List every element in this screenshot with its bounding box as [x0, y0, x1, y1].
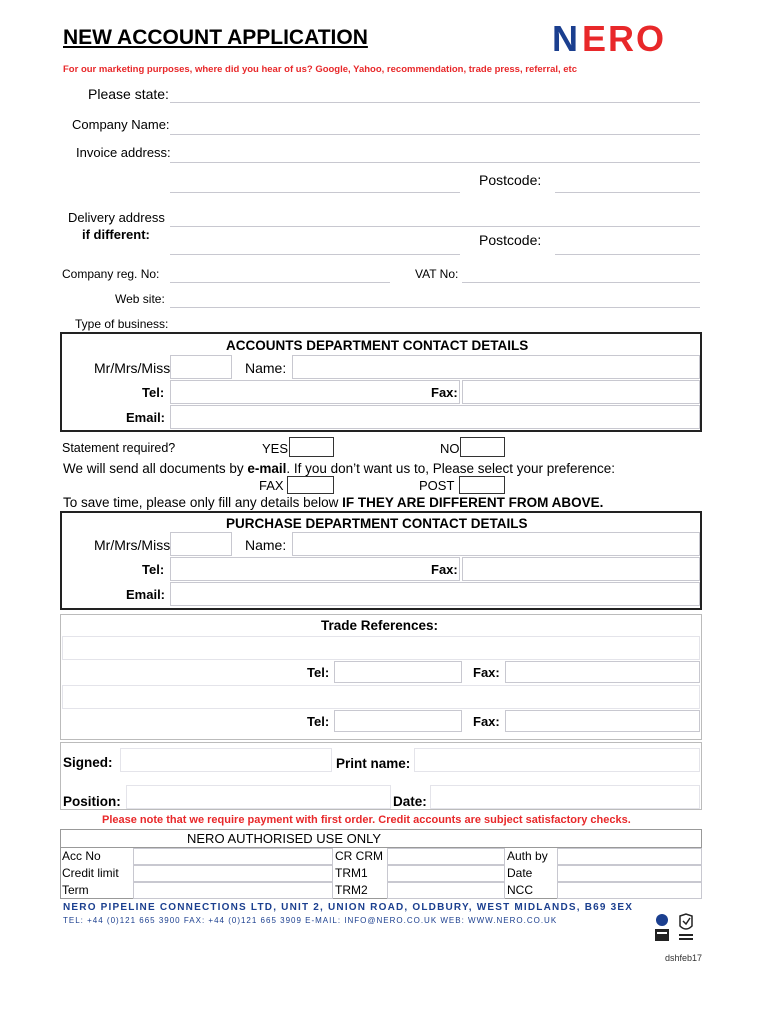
office-trm1-input[interactable]: [387, 865, 505, 882]
fax-preference-label: FAX: [259, 478, 284, 493]
svg-text:ERO: ERO: [582, 18, 667, 58]
delivery-postcode-label: Postcode:: [479, 232, 542, 248]
purchase-fax-label: Fax:: [431, 562, 458, 577]
company-reg-input[interactable]: [170, 264, 390, 283]
position-input[interactable]: [126, 785, 391, 809]
office-date-input[interactable]: [557, 865, 702, 882]
email-note-bold: e-mail: [247, 461, 287, 476]
email-note-post: . If you don’t want us to, Please select your preference:: [286, 461, 616, 476]
trade-ref-2-fax-label: Fax:: [473, 714, 500, 729]
if-different-label: if different:: [82, 227, 150, 242]
office-ncc: NCC: [507, 883, 533, 897]
accounts-heading: ACCOUNTS DEPARTMENT CONTACT DETAILS: [226, 338, 529, 353]
office-acc-no-input[interactable]: [133, 848, 333, 865]
trade-ref-1-tel-label: Tel:: [307, 665, 330, 680]
office-acc-no: Acc No: [62, 849, 101, 863]
print-name-input[interactable]: [414, 748, 700, 772]
statement-no-label: NO: [440, 441, 460, 456]
trade-ref-1-input[interactable]: [62, 636, 700, 660]
office-credit-limit: Credit limit: [62, 866, 119, 880]
invoice-address-line1[interactable]: [170, 140, 700, 163]
office-trm1: TRM1: [335, 866, 368, 880]
accounts-tel-label: Tel:: [142, 385, 165, 400]
accounts-tel-input[interactable]: [170, 380, 460, 404]
save-time-pre: To save time, please only fill any details below: [63, 495, 343, 510]
trade-ref-1-tel-input[interactable]: [334, 661, 462, 683]
email-preference-note: [63, 461, 615, 476]
print-name-label: Print name:: [336, 756, 411, 771]
web-site-label: Web site:: [115, 292, 165, 306]
accounts-email-input[interactable]: [170, 405, 700, 429]
footer-contact-line: TEL: +44 (0)121 665 3900 FAX: +44 (0)121 665 3909 E-MAIL: INFO@NERO.CO.UK WEB: WWW.NERO.CO.UK: [63, 916, 558, 925]
accounts-fax-label: Fax:: [431, 385, 458, 400]
accounts-email-label: Email:: [126, 410, 166, 425]
signed-label: Signed:: [63, 755, 113, 770]
office-auth-by-input[interactable]: [557, 848, 702, 865]
purchase-email-label: Email:: [126, 587, 166, 602]
date-label: Date:: [393, 794, 427, 809]
save-time-bold: IF THEY ARE DIFFERENT FROM ABOVE.: [342, 495, 604, 510]
delivery-address-label: Delivery address: [68, 210, 165, 225]
purchase-title-input[interactable]: [170, 532, 232, 556]
office-term-input[interactable]: [133, 882, 333, 899]
office-ncc-input[interactable]: [557, 882, 702, 899]
purchase-name-input[interactable]: [292, 532, 700, 556]
office-date: Date: [507, 866, 533, 880]
accounts-name-input[interactable]: [292, 355, 700, 379]
office-auth-by: Auth by: [507, 849, 548, 863]
purchase-email-input[interactable]: [170, 582, 700, 606]
delivery-address-line1[interactable]: [170, 204, 700, 227]
invoice-address-line2[interactable]: [170, 170, 460, 193]
document-ref-code: dshfeb17: [665, 953, 703, 963]
invoice-postcode-label: Postcode:: [479, 172, 542, 188]
please-state-input[interactable]: [170, 84, 700, 103]
page-title: NEW ACCOUNT APPLICATION: [63, 26, 368, 49]
trade-ref-2-fax-input[interactable]: [505, 710, 700, 732]
fax-preference-checkbox[interactable]: [287, 476, 334, 494]
type-of-business-label: Type of business:: [75, 317, 169, 331]
trade-ref-1-fax-input[interactable]: [505, 661, 700, 683]
accounts-fax-input[interactable]: [462, 380, 700, 404]
nero-logo: [552, 18, 694, 58]
purchase-tel-label: Tel:: [142, 562, 165, 577]
office-trm2-input[interactable]: [387, 882, 505, 899]
purchase-fax-input[interactable]: [462, 557, 700, 581]
office-use-heading: NERO AUTHORISED USE ONLY: [187, 831, 382, 846]
invoice-postcode-input[interactable]: [555, 170, 700, 193]
signed-input[interactable]: [120, 748, 332, 772]
footer-company-line: [63, 902, 633, 913]
accounts-title-input[interactable]: [170, 355, 232, 379]
statement-label: Statement required?: [62, 441, 176, 455]
trade-ref-2-input[interactable]: [62, 685, 700, 709]
accounts-name-label: Name:: [245, 360, 287, 376]
certification-crest-icon: [676, 912, 696, 944]
vat-no-label: VAT No:: [415, 267, 459, 281]
company-reg-label: Company reg. No:: [62, 267, 160, 281]
payment-note: Please note that we require payment with first order. Credit accounts are subject satisfactory checks.: [102, 814, 631, 826]
statement-yes-label: YES: [262, 441, 289, 456]
office-term: Term: [62, 883, 89, 897]
office-trm2: TRM2: [335, 883, 368, 897]
type-of-business-input[interactable]: [170, 314, 700, 333]
purchase-tel-input[interactable]: [170, 557, 460, 581]
trade-references-heading: Trade References:: [321, 618, 439, 633]
purchase-title-label: Mr/Mrs/Miss: [94, 537, 171, 553]
position-label: Position:: [63, 794, 121, 809]
trade-ref-1-fax-label: Fax:: [473, 665, 500, 680]
certification-badge-icon: [653, 912, 671, 944]
post-preference-label: POST: [419, 478, 455, 493]
accounts-title-label: Mr/Mrs/Miss: [94, 360, 171, 376]
footer-brand: NERO: [63, 902, 97, 913]
trade-ref-2-tel-label: Tel:: [307, 714, 330, 729]
trade-ref-2-tel-input[interactable]: [334, 710, 462, 732]
save-time-note: [63, 495, 603, 510]
office-cr-crm-input[interactable]: [387, 848, 505, 865]
footer-address: PIPELINE CONNECTIONS LTD, UNIT 2, UNION ROAD, OLDBURY, WEST MIDLANDS, B69 3EX: [96, 902, 634, 913]
post-preference-checkbox[interactable]: [459, 476, 505, 494]
vat-no-input[interactable]: [462, 264, 700, 283]
svg-text:N: N: [552, 18, 579, 58]
please-state-label: Please state:: [88, 86, 169, 102]
delivery-address-line2[interactable]: [170, 232, 460, 255]
delivery-postcode-input[interactable]: [555, 232, 700, 255]
statement-yes-checkbox[interactable]: [289, 437, 334, 457]
marketing-note: For our marketing purposes, where did you hear of us? Google, Yahoo, recommendation, trade press, referral, etc: [63, 64, 578, 75]
date-input[interactable]: [430, 785, 700, 809]
purchase-name-label: Name:: [245, 537, 287, 553]
office-cr-crm: CR CRM: [335, 849, 383, 863]
office-credit-limit-input[interactable]: [133, 865, 333, 882]
purchase-heading: PURCHASE DEPARTMENT CONTACT DETAILS: [226, 516, 528, 531]
company-name-input[interactable]: [170, 112, 700, 135]
company-name-label: Company Name:: [72, 117, 170, 132]
web-site-input[interactable]: [170, 289, 700, 308]
invoice-address-label: Invoice address:: [76, 145, 171, 160]
email-note-pre: We will send all documents by: [63, 461, 248, 476]
statement-no-checkbox[interactable]: [460, 437, 505, 457]
